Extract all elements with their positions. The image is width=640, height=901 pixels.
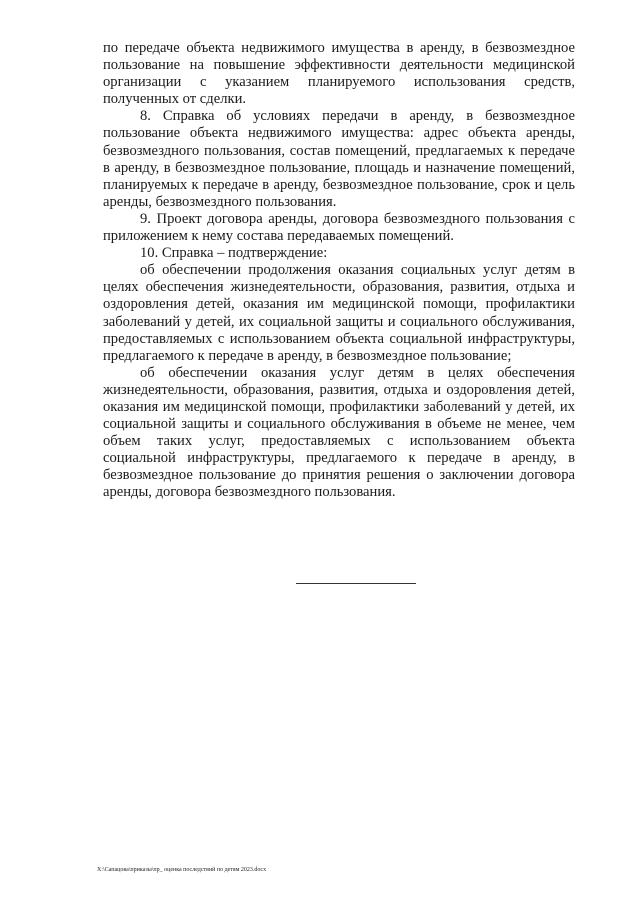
paragraph-item-10: 10. Справка – подтверждение: xyxy=(140,245,328,262)
paragraph-item-8: 8. Справка об условиях передачи в аренду, в безвозмездное пользование объекта недвижимого имущества: адрес объекта аренды, безвозмездного пользования, состав помещений, предлагаемых к передаче в аренду, в безвозмездное пользование, площадь и назначение помещений, планируемых к передаче в аренду, безвозмездное пользование, срок и цель аренды, безвозмездного пользования. xyxy=(103,108,575,210)
paragraph-item-10-sub-1: об обеспечении продолжения оказания социальных услуг детям в целях обеспечения жизнедеятельности, образования, развития, отдыха и оздоровления детей, оказания им медицинской помощи, профилактики заболеваний у детей, их социальной защиты и социального обслуживания, предоставляемых с использованием объекта социальной инфраструктуры, предлагаемого к передаче в аренду, в безвозмездное пользование; xyxy=(103,262,575,364)
footer-file-path: X:\Сапацова\приказы\пр_ оценка последствий по детям 2023.docx xyxy=(97,867,267,873)
paragraph-continuation: по передаче объекта недвижимого имущества в аренду, в безвозмездное пользование на повышение эффективности деятельности медицинской организации с указанием планируемого использования средств, полученных от сделки. xyxy=(103,40,575,108)
end-divider-line xyxy=(296,583,416,584)
document-body xyxy=(103,40,575,502)
paragraph-item-9: 9. Проект договора аренды, договора безвозмездного пользования с приложением к нему состава передаваемых помещений. xyxy=(103,210,575,245)
paragraph-item-10-sub-2: об обеспечении оказания услуг детям в целях обеспечения жизнедеятельности, образования, развития, отдыха и оздоровления детей, оказания им медицинской помощи, профилактики заболеваний у детей, их социальной защиты и социального обслуживания в объеме не менее, чем объем таких услуг, предоставляемых с использованием объекта социальной инфраструктуры, предлагаемого к передаче в аренду, в безвозмездное пользование до принятия решения о заключении договора аренды, договора безвозмездного пользования. xyxy=(103,364,575,501)
